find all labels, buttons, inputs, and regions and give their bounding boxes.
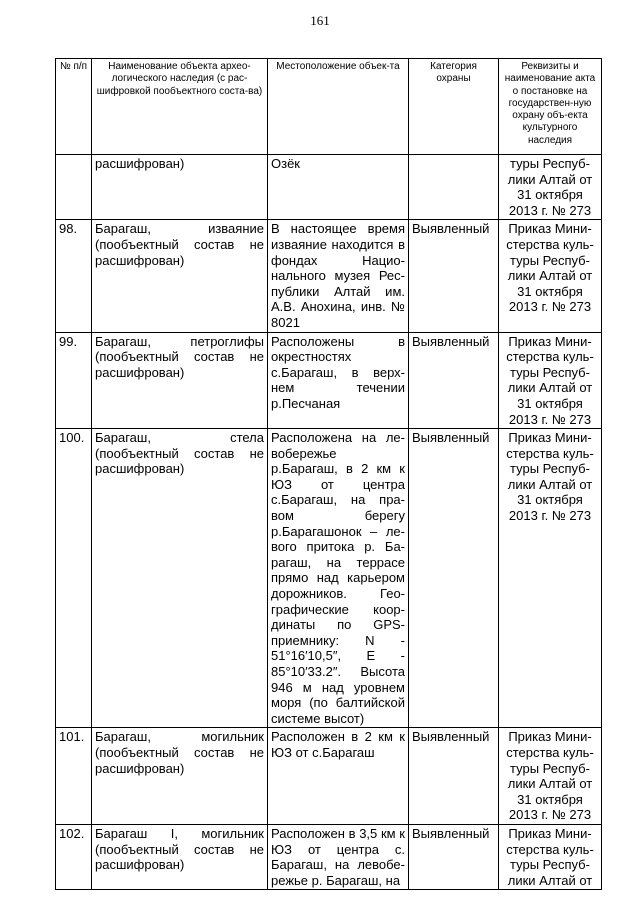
- protection-category: Выявленный: [409, 824, 499, 889]
- object-name: Барагаш, могильник (пообъектный состав не расшифрован): [92, 728, 268, 825]
- row-number: 100.: [56, 429, 92, 728]
- protection-category: Выявленный: [409, 220, 499, 332]
- object-location: Озёк: [268, 155, 409, 220]
- page-number: 161: [310, 13, 330, 28]
- object-name: Барагаш, петроглифы (пообъектный состав не расшифрован): [92, 332, 268, 429]
- header-requisites: Реквизиты и наименование акта о постановке на государствен-ную охрану объ-екта культурного наследия: [499, 59, 602, 155]
- header-protection-category: Категория охраны: [409, 59, 499, 155]
- object-name: Барагаш, стела (пообъектный состав не расшифрован): [92, 429, 268, 728]
- object-location: Расположен в 3,5 км к ЮЗ от центра с. Барагаш, на левобе-режье р. Барагаш, на: [268, 824, 409, 889]
- table-row: [56, 332, 602, 429]
- object-location: Расположены в окрестностях с.Барагаш, в верх-нем течении р.Песчаная: [268, 332, 409, 429]
- object-location: В настоящее время изваяние находится в фондах Нацио-нального музея Рес-публики Алтай им. А.В. Анохина, инв. № 8021: [268, 220, 409, 332]
- header-number: № п/п: [56, 59, 92, 155]
- requisites: Приказ Мини-стерства куль-туры Респуб-лики Алтай от 31 октября 2013 г. № 273: [499, 429, 602, 728]
- object-name: Барагаш, изваяние (пообъектный состав не расшифрован): [92, 220, 268, 332]
- requisites: Приказ Мини-стерства куль-туры Респуб-лики Алтай от 31 октября 2013 г. № 273: [499, 220, 602, 332]
- object-name: расшифрован): [92, 155, 268, 220]
- table-header-row: [56, 59, 602, 155]
- protection-category: Выявленный: [409, 332, 499, 429]
- requisites: Приказ Мини-стерства куль-туры Респуб-лики Алтай от 31 октября 2013 г. № 273: [499, 332, 602, 429]
- requisites: туры Респуб-лики Алтай от 31 октября 2013 г. № 273: [499, 155, 602, 220]
- table-row: [56, 824, 602, 889]
- object-location: Расположена на ле-вобережье р.Барагаш, в 2 км к ЮЗ от центра с.Барагаш, на пра-вом берегу р.Барагашонок – ле-вого притока р. Ба-рагаш, на террасе прямо над карьером дорожников. Гео-графические коор-динаты по GPS-приемнику: N - 51°16′10,5″, E - 85°10′33.2″. Высота 946 м над уровнем моря (по балтийской системе высот): [268, 429, 409, 728]
- protection-category: Выявленный: [409, 728, 499, 825]
- protection-category: Выявленный: [409, 429, 499, 728]
- header-location: Местоположение объек-та: [268, 59, 409, 155]
- object-name: Барагаш I, могильник (пообъектный состав не расшифрован): [92, 824, 268, 889]
- requisites: Приказ Мини-стерства куль-туры Респуб-лики Алтай от 31 октября 2013 г. № 273: [499, 728, 602, 825]
- row-number: 102.: [56, 824, 92, 889]
- heritage-registry-table: [55, 58, 602, 890]
- row-number: 99.: [56, 332, 92, 429]
- table-row: [56, 220, 602, 332]
- protection-category: [409, 155, 499, 220]
- table-row: [56, 429, 602, 728]
- table-row: [56, 155, 602, 220]
- header-object-name: Наименование объекта архео-логического наследия (с рас-шифровкой пообъектного соста-ва): [92, 59, 268, 155]
- requisites: Приказ Мини-стерства куль-туры Респуб-лики Алтай от: [499, 824, 602, 889]
- row-number: 101.: [56, 728, 92, 825]
- table-row: [56, 728, 602, 825]
- row-number: [56, 155, 92, 220]
- object-location: Расположен в 2 км к ЮЗ от с.Барагаш: [268, 728, 409, 825]
- row-number: 98.: [56, 220, 92, 332]
